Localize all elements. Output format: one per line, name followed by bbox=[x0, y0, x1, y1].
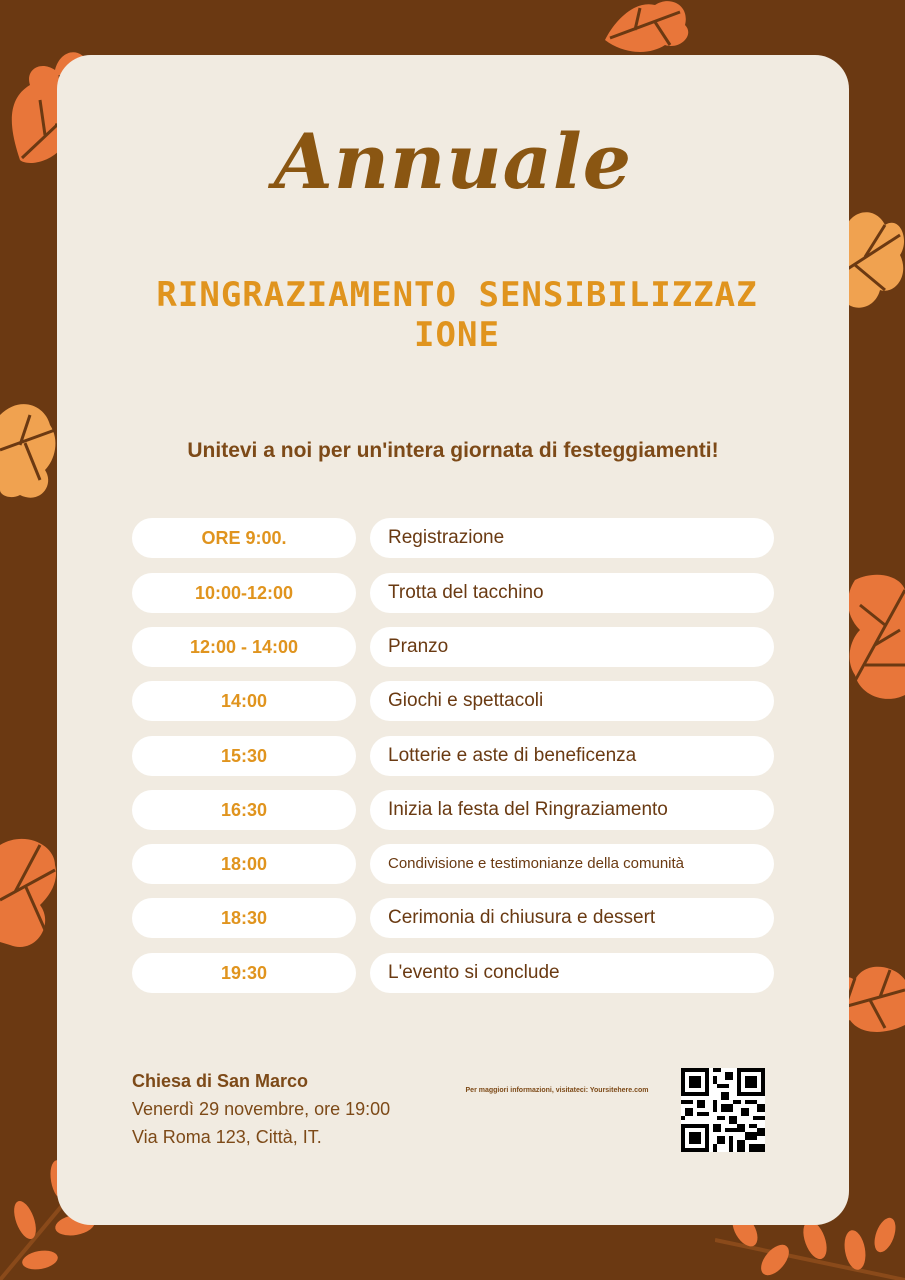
schedule-row bbox=[132, 953, 774, 993]
schedule-time: 15:30 bbox=[132, 736, 356, 776]
schedule-row bbox=[132, 518, 774, 558]
info-link-text[interactable]: Per maggiori informazioni, visitateci: Yoursitehere.com bbox=[465, 1087, 649, 1094]
schedule-time: 19:30 bbox=[132, 953, 356, 993]
schedule-time: 16:30 bbox=[132, 790, 356, 830]
schedule-row bbox=[132, 627, 774, 667]
schedule-activity: Pranzo bbox=[370, 627, 774, 667]
script-title: Annuale bbox=[273, 117, 633, 206]
schedule-row bbox=[132, 736, 774, 776]
schedule-time: 18:30 bbox=[132, 898, 356, 938]
schedule-activity: Cerimonia di chiusura e dessert bbox=[370, 898, 774, 938]
flyer-card bbox=[57, 55, 849, 1225]
schedule-time: 18:00 bbox=[132, 844, 356, 884]
schedule-activity: Lotterie e aste di beneficenza bbox=[370, 736, 774, 776]
schedule-time: 10:00-12:00 bbox=[132, 573, 356, 613]
schedule-activity: Inizia la festa del Ringraziamento bbox=[370, 790, 774, 830]
schedule-activity: Condivisione e testimonianze della comunità bbox=[370, 844, 774, 884]
schedule-activity: Giochi e spettacoli bbox=[370, 681, 774, 721]
schedule-row bbox=[132, 790, 774, 830]
oak-leaf-left-middle-icon bbox=[0, 395, 60, 505]
schedule-row bbox=[132, 681, 774, 721]
schedule-time: 12:00 - 14:00 bbox=[132, 627, 356, 667]
headline: RINGRAZIAMENTO SENSIBILIZZAZ IONE bbox=[156, 275, 758, 355]
schedule-time: ORE 9:00. bbox=[132, 518, 356, 558]
schedule-row bbox=[132, 844, 774, 884]
oak-leaf-left-lower-icon bbox=[0, 830, 60, 955]
schedule-activity: L'evento si conclude bbox=[370, 953, 774, 993]
tagline: Unitevi a noi per un'intera giornata di festeggiamenti! bbox=[187, 439, 719, 462]
schedule-activity: Registrazione bbox=[370, 518, 774, 558]
venue-name: Chiesa di San Marco bbox=[132, 1071, 309, 1091]
schedule-row bbox=[132, 573, 774, 613]
venue-address: Via Roma 123, Città, IT. bbox=[132, 1127, 322, 1147]
oak-leaf-top-center-icon bbox=[600, 0, 695, 55]
qr-code-icon[interactable] bbox=[681, 1068, 765, 1152]
oak-leaf-right-middle-icon bbox=[845, 570, 905, 705]
venue-block bbox=[132, 1071, 390, 1155]
schedule-activity: Trotta del tacchino bbox=[370, 573, 774, 613]
schedule-row bbox=[132, 898, 774, 938]
event-date: Venerdì 29 novembre, ore 19:00 bbox=[132, 1099, 391, 1119]
schedule-time: 14:00 bbox=[132, 681, 356, 721]
